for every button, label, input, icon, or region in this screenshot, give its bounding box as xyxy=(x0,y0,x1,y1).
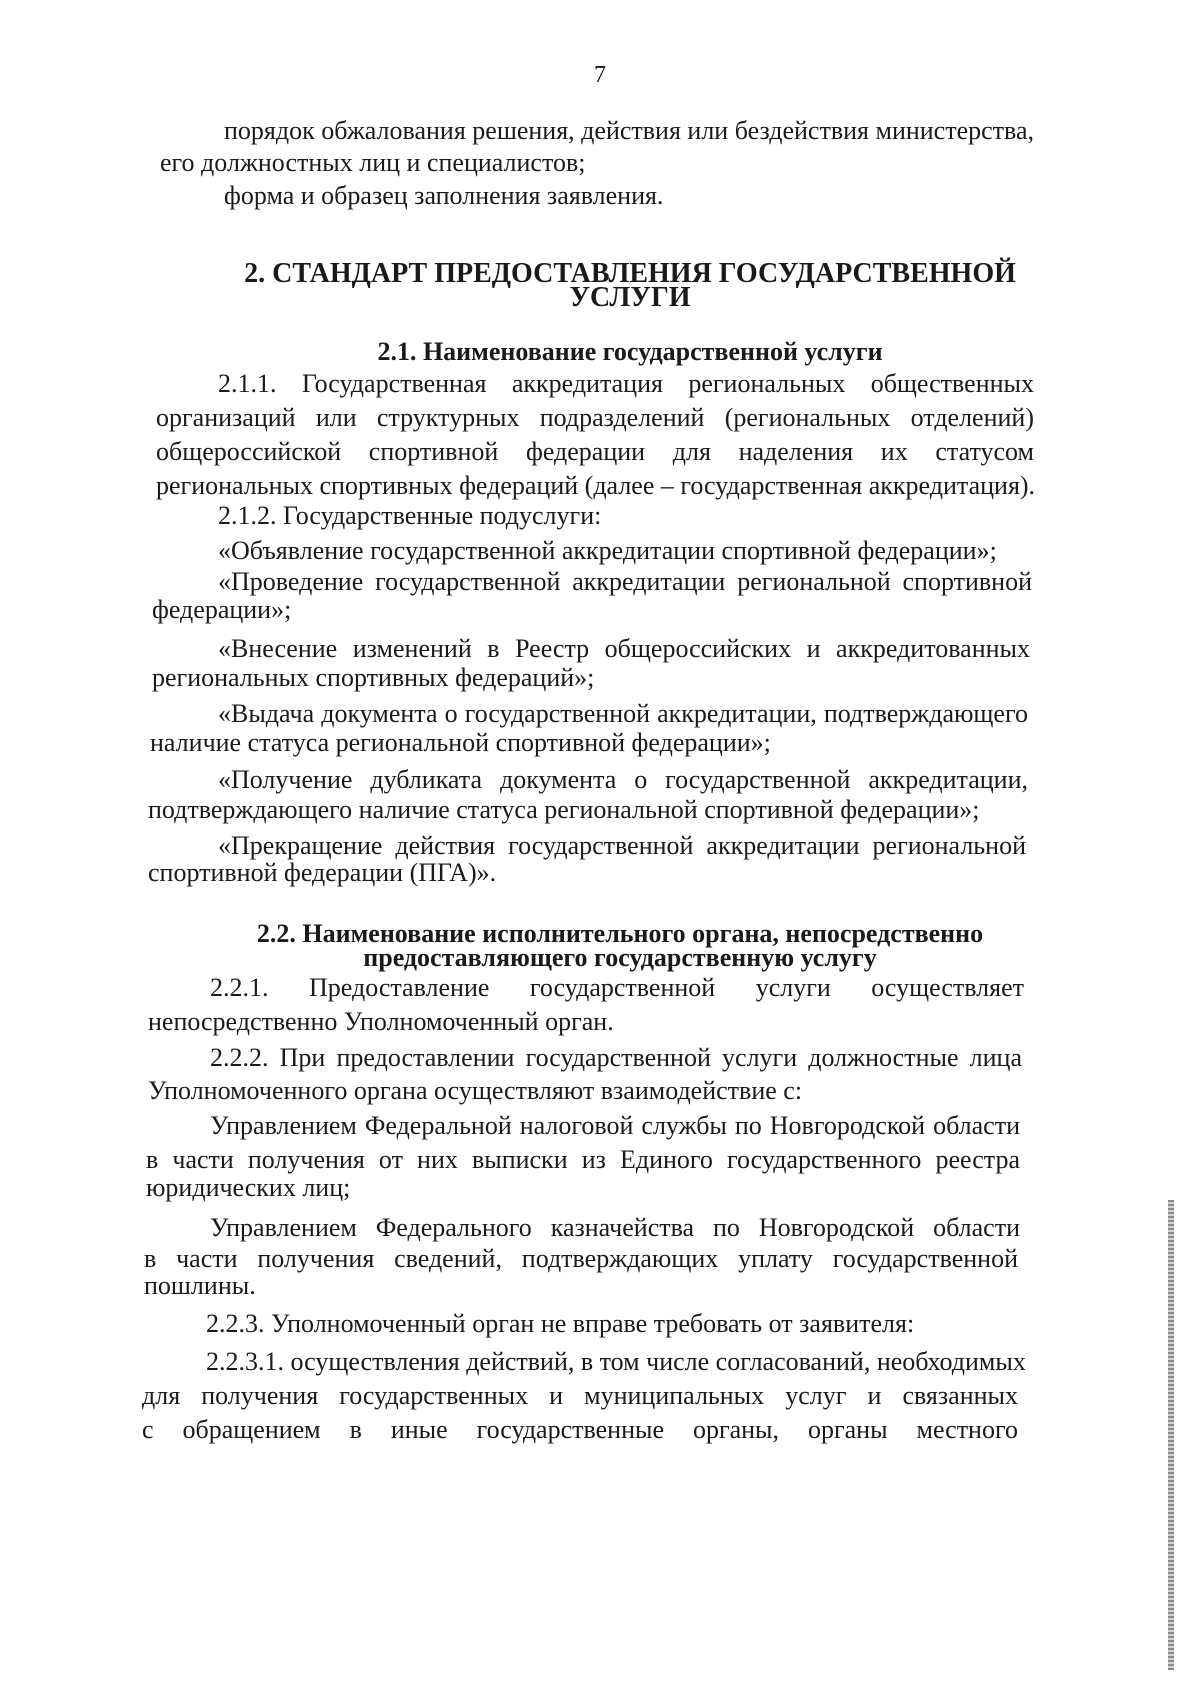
subsection-heading: 2.1. Наименование государственной услуги xyxy=(377,337,883,366)
paragraph-line: для получения государственных и муниципальных услуг и связанных xyxy=(142,1381,1018,1410)
paragraph-line: с обращением в иные государственные органы, органы местного xyxy=(142,1415,1018,1444)
subsection-heading: 2.2. Наименование исполнительного органа, непосредственно xyxy=(256,919,984,948)
subsection-heading: предоставляющего государственную услугу xyxy=(363,943,877,972)
paragraph-line: 2.1.1. Государственная аккредитация региональных общественных xyxy=(218,369,1034,398)
paragraph-line: 2.2.2. При предоставлении государственной услуги должностные лица xyxy=(210,1043,1022,1072)
paragraph-line: 2.2.3.1. осуществления действий, в том числе согласований, необходимых xyxy=(206,1347,1026,1376)
paragraph-line: общероссийской спортивной федерации для наделения их статусом xyxy=(156,437,1034,466)
intro-line: его должностных лиц и специалистов; xyxy=(160,148,586,177)
paragraph-line: «Выдача документа о государственной аккредитации, подтверждающего xyxy=(218,699,1028,728)
paragraph-line: наличие статуса региональной спортивной федерации»; xyxy=(150,728,771,757)
paragraph-line: 2.2.1. Предоставление государственной услуги осуществляет xyxy=(210,973,1024,1002)
paragraph-line: «Получение дубликата документа о государственной аккредитации, xyxy=(218,765,1028,794)
paragraph-line: Управлением Федеральной налоговой службы по Новгородской области xyxy=(210,1111,1020,1140)
paragraph-line: Уполномоченного органа осуществляют взаимодействие с: xyxy=(148,1076,803,1105)
paragraph-line: 2.2.3. Уполномоченный орган не вправе требовать от заявителя: xyxy=(206,1309,915,1338)
paragraph-line: непосредственно Уполномоченный орган. xyxy=(148,1007,614,1036)
paragraph-line: региональных спортивных федераций (далее – государственная аккредитация). xyxy=(156,471,1036,500)
paragraph-line: региональных спортивных федераций»; xyxy=(152,663,595,692)
paragraph-line: пошлины. xyxy=(144,1271,256,1300)
paragraph-line: в части получения от них выписки из Единого государственного реестра xyxy=(146,1145,1020,1174)
paragraph-line: федерации»; xyxy=(152,595,292,624)
paragraph-line: в части получения сведений, подтверждающих уплату государственной xyxy=(144,1244,1018,1273)
paragraph-line: «Внесение изменений в Реестр общероссийских и аккредитованных xyxy=(218,634,1030,663)
paragraph-line: «Прекращение действия государственной аккредитации региональной xyxy=(218,831,1026,860)
paragraph-line: 2.1.2. Государственные подуслуги: xyxy=(218,501,602,530)
paragraph-line: «Проведение государственной аккредитации региональной спортивной xyxy=(218,567,1032,596)
paragraph-line: спортивной федерации (ПГА)». xyxy=(148,858,497,887)
paragraph-line: юридических лиц; xyxy=(146,1173,351,1202)
intro-line: форма и образец заполнения заявления. xyxy=(224,181,664,210)
scan-edge-artifact xyxy=(1168,1200,1174,1670)
section-title: 2. СТАНДАРТ ПРЕДОСТАВЛЕНИЯ ГОСУДАРСТВЕННОЙ xyxy=(244,258,1016,289)
paragraph-line: организаций или структурных подразделений (региональных отделений) xyxy=(156,403,1034,432)
section-title: УСЛУГИ xyxy=(569,282,691,313)
page-number: 7 xyxy=(594,62,606,88)
paragraph-line: «Объявление государственной аккредитации спортивной федерации»; xyxy=(218,536,997,565)
intro-line: порядок обжалования решения, действия или бездействия министерства, xyxy=(224,116,1034,145)
paragraph-line: Управлением Федерального казначейства по Новгородской области xyxy=(210,1213,1020,1242)
paragraph-line: подтверждающего наличие статуса региональной спортивной федерации»; xyxy=(148,795,980,824)
